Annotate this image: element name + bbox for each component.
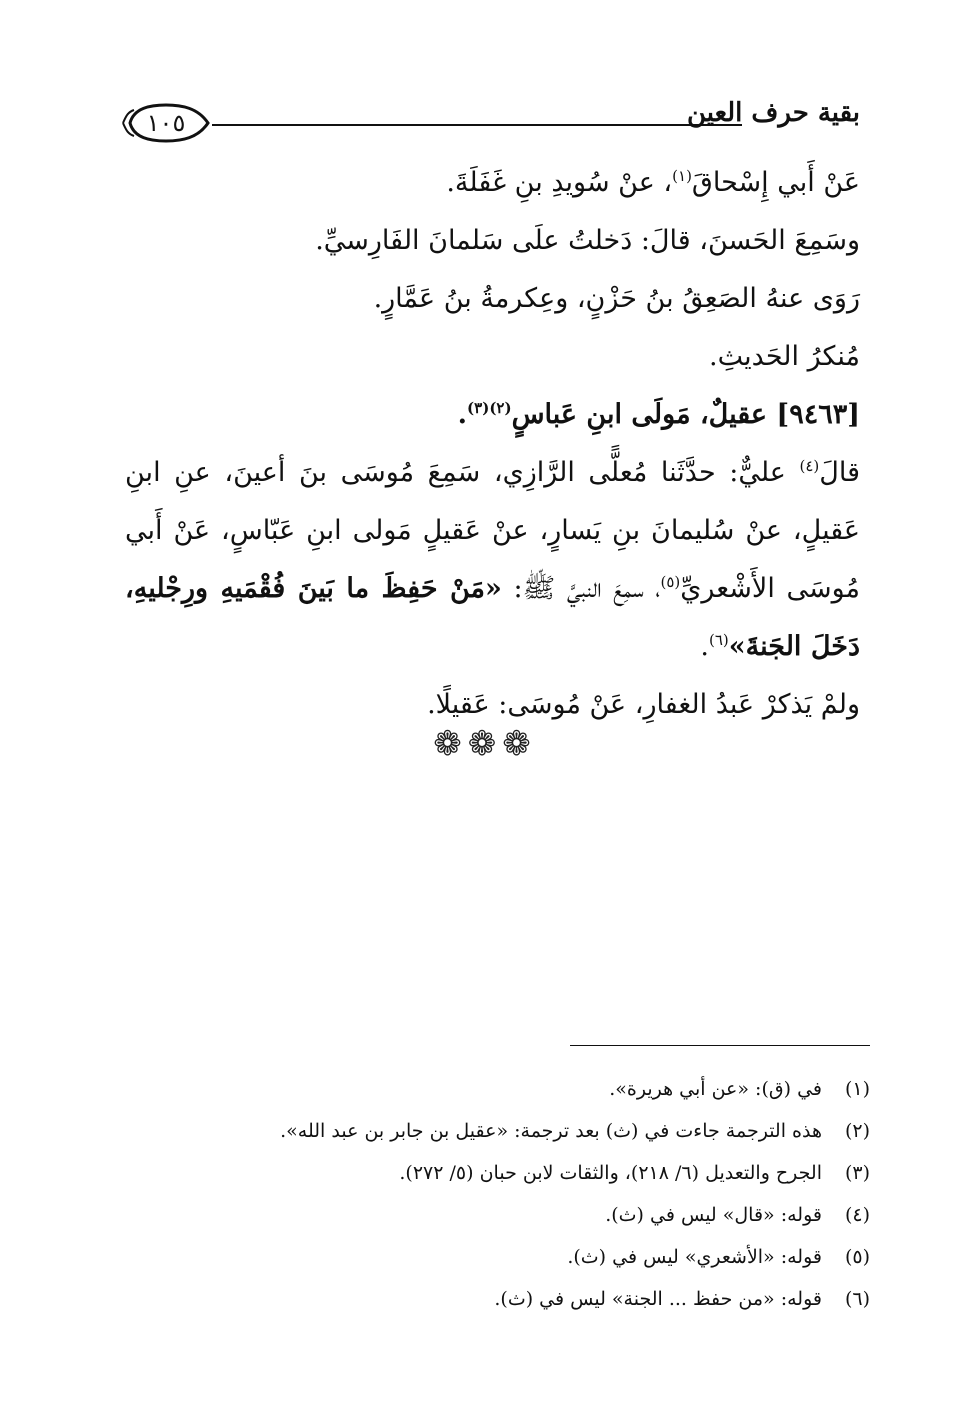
footnote-text: هذه الترجمة جاءت في (ث) بعد ترجمة: «عقيل بن جابر بن عبد الله». [280, 1120, 822, 1142]
footnote-number: (٤) [844, 1204, 870, 1226]
footnote-item [230, 1278, 870, 1320]
page-number: ١٠٥ [146, 109, 186, 137]
text-segment: . [700, 631, 709, 662]
footnote-ref[interactable]: (٥) [660, 573, 681, 591]
footnote-ref[interactable]: (٤) [799, 457, 820, 475]
footnote-item [230, 1236, 870, 1278]
running-header [120, 96, 860, 146]
text-line: وسَمِعَ الحَسنَ، قالَ: دَخلتُ علَى سَلمانَ الفَارِسيِّ. [315, 225, 860, 256]
main-text [125, 154, 860, 734]
footnote-number: (٦) [844, 1288, 870, 1310]
footnote-number: (١) [844, 1078, 870, 1100]
text-line [125, 154, 860, 212]
text-segment: قالَ [819, 457, 860, 488]
footnote-text: قوله: «من حفظ ... الجنة» ليس في (ث). [494, 1288, 822, 1310]
section-ornament-icon: ❁❁❁ [433, 724, 537, 764]
footnote-ref[interactable]: (١) [672, 167, 692, 185]
footnote-ref[interactable]: (٢)(٣) [467, 399, 512, 417]
text-segment: ، سمِعَ النبيَّ ﷺ: [501, 573, 661, 604]
footnote-text: قوله: «الأشعري» ليس في (ث). [567, 1246, 822, 1268]
running-title: بقية حرف العين [687, 98, 860, 128]
footnote-separator [570, 1045, 870, 1046]
footnote-number: (٥) [844, 1246, 870, 1268]
footnote-item [230, 1152, 870, 1194]
footnote-text: الجرح والتعديل (٦/ ٢١٨)، والثقات لابن حبان (٥/ ٢٧٢). [399, 1162, 822, 1184]
footnote-item [230, 1110, 870, 1152]
text-segment: عليٌّ: حدَّثَنا مُعلًّى الرَّازِي، سَمِعَ مُوسَى بنَ أعينَ، عنِ ابنِ عَقيلٍ، عنْ سُليمانَ بنِ يَسارٍ، عنْ عَقيلٍ مَولى ابنِ عَبّاسٍ، عَنْ أَبي مُوسَى الأَشْعريِّ [125, 457, 860, 604]
footnote-number: (٣) [844, 1162, 870, 1184]
footnote-item [230, 1068, 870, 1110]
narration-paragraph [125, 444, 860, 676]
footnote-item [230, 1194, 870, 1236]
text-segment: ، عنْ سُويدِ بنِ غَفَلَةَ. [446, 167, 673, 198]
text-line: مُنكرُ الحَديثِ. [709, 341, 860, 372]
entry-heading-text: [٩٤٦٣] عقيلٌ، مَولَى ابنِ عَباسٍ [511, 399, 860, 430]
text-line: ولمْ يَذكرْ عَبدُ الغفارِ، عَنْ مُوسَى: عَقيلًا. [427, 689, 860, 720]
footnote-number: (٢) [844, 1120, 870, 1142]
text-segment: عَنْ أَبي إِسْحاقَ [691, 167, 860, 198]
header-rule [212, 124, 742, 126]
footnote-ref[interactable]: (٦) [709, 631, 729, 649]
text-line: رَوَى عنهُ الصَعِقُ بنُ حَزْنٍ، وعِكرمةُ بنُ عَمَّارٍ. [373, 283, 860, 314]
footnote-text: قوله: «قال» ليس في (ث). [605, 1204, 822, 1226]
entry-heading [125, 386, 860, 444]
footnote-text: في (ق): «عن أبي هريرة». [609, 1078, 822, 1100]
hadith-quote: «مَنْ حَفِظَ ما بَينَ فُقْمَيهِ ورِجْليهِ، دَخَلَ الجَنةَ» [125, 573, 860, 662]
page-number-badge [120, 102, 212, 144]
footnotes [230, 1068, 870, 1320]
text-segment: . [457, 399, 468, 430]
